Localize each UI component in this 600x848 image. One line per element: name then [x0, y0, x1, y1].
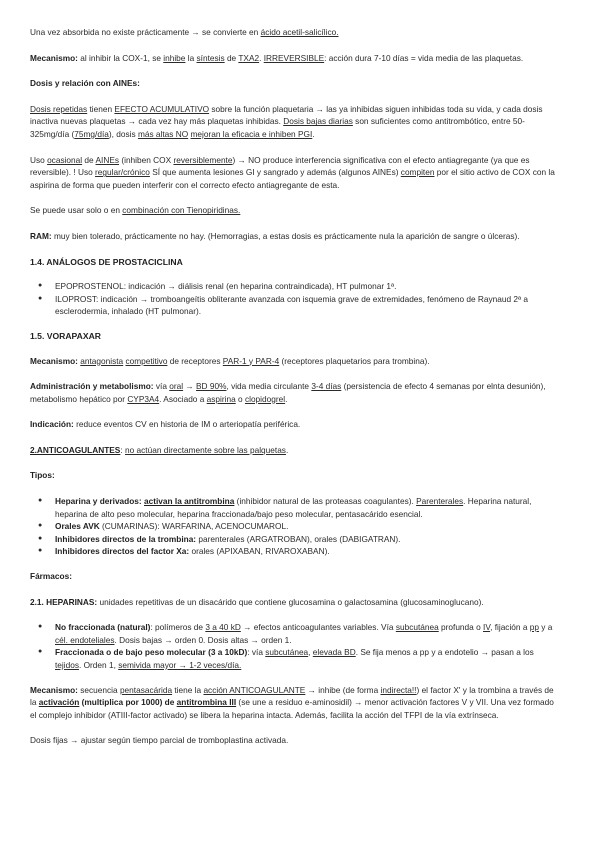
- text-underlined: TXA2: [238, 52, 260, 63]
- label-indication: Indicación:: [30, 419, 74, 430]
- text: (inhiben COX: [119, 154, 174, 165]
- text: la: [185, 52, 197, 63]
- paragraph-vorapaxar-admin: [30, 380, 562, 405]
- text: profunda o: [438, 622, 484, 633]
- text-underlined: compiten: [400, 167, 435, 178]
- text: secuencia: [77, 684, 120, 695]
- list-prostaciclina: [30, 280, 562, 318]
- text-underlined: subcutánea: [395, 622, 439, 633]
- text: . Dosis bajas → orden 0. Dosis altas → orden 1.: [114, 634, 292, 645]
- text-underlined: antagonista: [80, 355, 124, 366]
- section-title-anticoagulantes: [30, 444, 562, 457]
- text-underlined: no actúan directamente sobre las palquetas: [124, 444, 286, 455]
- text-underlined: reversiblemente: [173, 154, 233, 165]
- text: Una vez absorbida no existe prácticamente → se convierte en: [30, 27, 261, 37]
- text: .: [312, 128, 315, 139]
- text: (inhibidor natural de las proteasas coagulantes).: [234, 496, 417, 507]
- text-bold: Inhibidores directos del factor Xa:: [55, 546, 190, 557]
- text: (persistencia de efecto 4 semanas por elnta desunión), metabolismo hepático por: [30, 381, 546, 404]
- text-underlined: IRREVERSIBLE: [263, 52, 325, 63]
- text: Se puede usar solo o en: [30, 205, 123, 216]
- text: tienen: [87, 103, 115, 114]
- text-underlined: BD 90%: [196, 381, 227, 392]
- text-bold-underlined: activación: [38, 697, 80, 708]
- text: : acción dura 7-10 días = vida media de las plaquetas.: [324, 52, 524, 63]
- text: ) el factor X' y la trombina a través de la: [30, 684, 554, 708]
- text-bold: Fraccionada o de bajo peso molecular (3 a 10kD): [55, 647, 248, 658]
- text-underlined: síntesis: [196, 52, 225, 63]
- text-bold: Inhibidores directos de la trombina:: [55, 533, 197, 544]
- paragraph-heparinas: [30, 596, 562, 609]
- paragraph-dosis-fijas: [30, 734, 562, 747]
- text-underlined: IV: [483, 622, 491, 633]
- text-underlined: elevada BD: [312, 647, 356, 658]
- paragraph-ram: [30, 230, 562, 243]
- label-admin: Administración y metabolismo:: [30, 381, 154, 392]
- text-underlined: PAR-1 y PAR-4: [222, 355, 280, 366]
- text-underlined: 75mg/día: [74, 128, 109, 139]
- text-bold: (multiplica por 1000) de: [79, 697, 177, 708]
- text-underlined: subcutánea: [265, 647, 309, 658]
- list-item: [52, 495, 562, 520]
- list-item: [52, 533, 562, 546]
- text: (CUMARINAS): WARFARINA, ACENOCUMAROL.: [99, 521, 289, 532]
- text: muy bien tolerado, prácticamente no hay. (Hemorragias, a estas dosis es prácticamente nula la aparición de sangre o úlceras).: [51, 230, 520, 241]
- text-underlined: acción ANTICOAGULANTE: [203, 684, 306, 695]
- text: → inhibe (de forma: [305, 684, 381, 695]
- text: tiene la: [172, 684, 204, 695]
- text: → efectos anticoagulantes variables. Vía: [240, 622, 396, 633]
- text-underlined: semivida mayor → 1-2 veces/día.: [118, 660, 242, 670]
- text-underlined: pentasacárida: [119, 684, 173, 695]
- text: . Asociado a: [159, 393, 207, 404]
- text-underlined: clopidogrel: [244, 393, 286, 404]
- paragraph-absorption: [30, 26, 562, 39]
- label-tipos-line: [30, 469, 562, 482]
- text: : vía: [247, 647, 266, 658]
- text: o: [235, 393, 245, 404]
- label-farmacos: Fármacos:: [30, 571, 72, 582]
- text: . Heparina natural, heparina de alto peso molecular, heparina fraccionada/bajo peso molecular, pentasacárido esencial.: [55, 496, 532, 519]
- text: (se une a residuo e-aminosidil) → menor activación factores V y VII. Una vez formado el complejo inhibidor (ATIII-factor activado) se libera la heparina intacta. Además, facilita la acción del TFPI de la vía extrínseca.: [30, 697, 554, 720]
- text-underlined: mejoran la eficacia e inhiben PGI: [190, 128, 313, 139]
- list-item: [52, 621, 562, 646]
- text: :: [120, 444, 125, 455]
- text: unidades repetitivas de un disacárido que contiene glucosamina o galactosamina (glucosaminoglucano).: [97, 596, 484, 607]
- list-item: ● EPOPROSTENOL: indicación → diálisis renal (en heparina contraindicada), HT pulmonar 1ª.: [52, 280, 562, 293]
- text: de: [82, 154, 96, 165]
- text: Dosis fijas → ajustar según tiempo parcial de tromboplastina activada.: [30, 735, 289, 746]
- text-bold-underlined: activan la antitrombina: [144, 496, 235, 507]
- text-underlined: cél. endoteliales: [55, 634, 115, 645]
- text: .: [285, 444, 289, 455]
- text-underlined: AINEs: [95, 154, 120, 165]
- text-underlined: tejidos: [55, 660, 79, 670]
- text-underlined: indirecta!!: [380, 684, 417, 695]
- paragraph-mechanism: [30, 52, 562, 65]
- list-heparinas: [30, 621, 562, 671]
- text: : polímeros de: [150, 622, 206, 633]
- paragraph-dosis: [30, 103, 562, 141]
- paragraph-heparin-mechanism: [30, 684, 562, 722]
- text-underlined: 3-4 días: [311, 381, 342, 392]
- label-tipos: Tipos:: [30, 470, 55, 481]
- text-underlined: más altas NO: [137, 128, 189, 139]
- heading-text: Dosis y relación con AINEs:: [30, 78, 140, 89]
- label-mechanism: Mecanismo:: [30, 355, 78, 366]
- text-bold: Heparina y derivados:: [55, 496, 144, 507]
- text-underlined: Dosis bajas diarias: [283, 116, 353, 127]
- text: vía: [153, 381, 170, 392]
- text: ) → NO produce interferencia significativa con el efecto antiagregante (ya que es reversible). ! Uso: [30, 154, 530, 178]
- text-underlined: competitivo: [125, 355, 168, 366]
- heading-text: 2.ANTICOAGULANTES: [30, 444, 121, 455]
- text-underlined: oral: [169, 381, 184, 392]
- text: orales (APIXABAN, RIVAROXABAN).: [189, 546, 330, 557]
- text: SÍ que aumenta lesiones GI y sangrado y además (algunos AINEs): [149, 167, 401, 178]
- text: .: [259, 52, 264, 63]
- text: reduce eventos CV en historia de IM o arteriopatía periférica.: [73, 419, 301, 430]
- text-underlined: Dosis repetidas: [30, 103, 88, 114]
- section-title-prostaciclina: 1.4. ANÁLOGOS DE PROSTACICLINA: [30, 256, 183, 267]
- section-title-heparinas: 2.1. HEPARINAS:: [30, 596, 98, 607]
- paragraph-aines-use: [30, 154, 562, 192]
- text: sobre la función plaquetaria → las ya inhibidas siguen inhibidas toda su vida, y cada dosis inactiva nuevas plaquetas → cada vez hay más plaquetas inhibidas.: [30, 103, 543, 127]
- text-underlined: combinación con Tienopiridinas.: [122, 205, 241, 216]
- heading-dosis-aines: [30, 77, 562, 90]
- paragraph-combination: [30, 204, 562, 217]
- text-underlined: inhibe: [163, 52, 186, 63]
- label-mechanism: Mecanismo:: [30, 684, 78, 695]
- list-item: [52, 646, 562, 671]
- text: ), dosis: [108, 128, 138, 139]
- text-underlined: EFECTO ACUMULATIVO: [114, 103, 210, 114]
- text: parenterales (ARGATROBAN), orales (DABIGATRAN).: [196, 533, 401, 544]
- text-underlined: Parenterales: [416, 496, 464, 507]
- text: (receptores plaquetarios para trombina).: [279, 355, 430, 366]
- paragraph-vorapaxar-mechanism: [30, 355, 562, 368]
- list-item: ● ILOPROST: indicación → tromboangeítis obliterante avanzada con isquemia grave de extremidades, fenómeno de Raynaud 2ª a esclerodermia, inhalado (HT pulmonar).: [52, 293, 562, 318]
- text: , fijación a: [490, 622, 530, 633]
- text: ,: [308, 647, 313, 658]
- text-bold: Orales AVK: [55, 521, 100, 532]
- label-ram: RAM:: [30, 230, 52, 241]
- text-underlined: ácido acetil-salicílico.: [260, 27, 339, 37]
- text: . Se fija menos a pp y a endotelio → pasan a los: [355, 647, 534, 658]
- text: →: [183, 381, 197, 392]
- label-farmacos-line: [30, 570, 562, 583]
- text: al inhibir la COX-1, se: [77, 52, 164, 63]
- text-underlined: CYP3A4: [127, 393, 160, 404]
- text-underlined: pp: [529, 622, 539, 633]
- text-underlined: aspirina: [206, 393, 236, 404]
- text-bold: No fraccionada (natural): [55, 622, 151, 633]
- list-item: [52, 520, 562, 533]
- section-title-vorapaxar: 1.5. VORAPAXAR: [30, 330, 101, 341]
- list-item: [52, 545, 562, 558]
- text: y a: [539, 622, 553, 633]
- text-underlined: ocasional: [47, 154, 83, 165]
- list-tipos: [30, 495, 562, 558]
- text: son suficientes como antitrombótico, entre 50-325mg/día (: [30, 116, 525, 139]
- text: por el sitio activo de COX con la aspirina de forma que pueden interferir con el correcto efecto antiagregante de esta.: [30, 167, 555, 190]
- text: . Orden 1,: [78, 660, 119, 670]
- text-underlined: 3 a 40 kD: [205, 622, 241, 633]
- text: Uso: [30, 154, 48, 165]
- text-underlined: regular/crónico: [95, 167, 150, 178]
- text: de: [224, 52, 239, 63]
- text: de receptores: [167, 355, 223, 366]
- paragraph-vorapaxar-indication: [30, 418, 562, 431]
- text-bold-underlined: antitrombina III: [176, 697, 237, 708]
- label-mechanism: Mecanismo:: [30, 52, 78, 63]
- text: .: [285, 393, 288, 404]
- text: , vida media circulante: [226, 381, 312, 392]
